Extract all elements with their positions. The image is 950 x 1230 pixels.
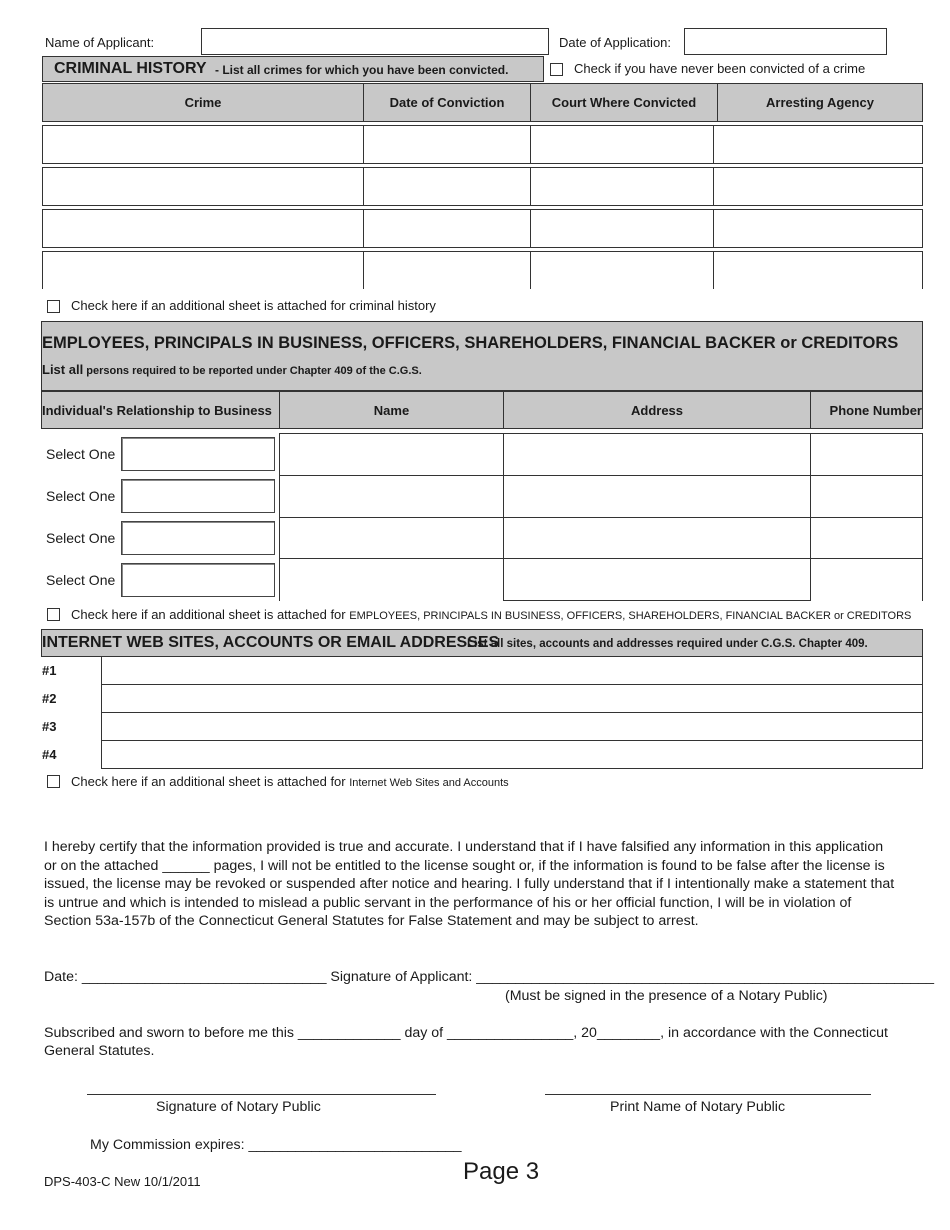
- date-of-application-label: Date of Application:: [559, 35, 672, 50]
- employees-additional-checkbox[interactable]: [47, 608, 60, 621]
- internet-row-label: #4: [42, 747, 57, 762]
- certification-line: I hereby certify that the information provided is true and accurate. I understand that if I have falsified any information in this application: [44, 839, 884, 855]
- internet-row-input[interactable]: [101, 740, 923, 769]
- col-name: Name: [279, 391, 504, 429]
- name-of-applicant-label: Name of Applicant:: [45, 35, 155, 50]
- internet-title: INTERNET WEB SITES, ACCOUNTS OR EMAIL ADDRESSES: [42, 634, 500, 651]
- certification-line: or on the attached ______ pages, I will not be entitled to the license sought or, if the information is found to be false after the license is: [44, 857, 885, 874]
- certification-line: Section 53a-157b of the Connecticut General Statutes for False Statement and may be subject to arrest.: [44, 913, 699, 929]
- employee-phone-cell[interactable]: [810, 433, 923, 476]
- employee-name-cell[interactable]: [279, 433, 504, 476]
- employees-additional-label-detail: EMPLOYEES, PRINCIPALS IN BUSINESS, OFFICERS, SHAREHOLDERS, FINANCIAL BACKER or CREDITORS: [349, 610, 912, 622]
- internet-additional-label-detail: Internet Web Sites and Accounts: [349, 777, 509, 789]
- col-date-of-conviction: Date of Conviction: [363, 83, 531, 122]
- col-relationship: [41, 391, 280, 429]
- notary-signature-label: Signature of Notary Public: [156, 1099, 321, 1115]
- agency-cell[interactable]: [713, 167, 923, 206]
- notary-presence-note: (Must be signed in the presence of a Notary Public): [505, 988, 828, 1004]
- employee-name-cell[interactable]: [279, 558, 504, 601]
- page-number: Page 3: [463, 1158, 540, 1185]
- internet-subtitle: List all sites, accounts and addresses required under C.G.S. Chapter 409.: [467, 638, 868, 650]
- employee-name-cell[interactable]: [279, 517, 504, 559]
- criminal-additional-label: Check here if an additional sheet is attached for criminal history: [71, 298, 436, 313]
- employee-phone-cell[interactable]: [810, 558, 923, 601]
- employees-subtitle: persons required to be reported under Chapter 409 of the C.G.S.: [83, 365, 422, 377]
- relationship-select-label: Select One: [46, 488, 116, 504]
- court-cell[interactable]: [530, 251, 714, 289]
- relationship-select-label: Select One: [46, 530, 116, 546]
- employees-title: EMPLOYEES, PRINCIPALS IN BUSINESS, OFFICERS, SHAREHOLDERS, FINANCIAL BACKER or CREDITORS: [42, 334, 899, 352]
- internet-row-label: #1: [42, 663, 57, 678]
- date-cell[interactable]: [363, 251, 531, 289]
- employees-additional-label: Check here if an additional sheet is attached for: [71, 607, 350, 622]
- relationship-select-label: Select One: [46, 572, 116, 588]
- criminal-history-heading: [42, 56, 544, 82]
- criminal-history-title: CRIMINAL HISTORY: [54, 60, 207, 77]
- col-arresting-agency: Arresting Agency: [717, 83, 923, 122]
- notary-print-name-line[interactable]: [545, 1094, 871, 1095]
- agency-cell[interactable]: [713, 125, 923, 164]
- employee-address-cell[interactable]: [503, 517, 811, 559]
- crime-cell[interactable]: [42, 125, 364, 164]
- sworn-statement-line-2: General Statutes.: [44, 1043, 155, 1059]
- crime-cell[interactable]: [42, 251, 364, 289]
- employee-name-cell[interactable]: [279, 475, 504, 518]
- col-crime: Crime: [42, 83, 364, 122]
- notary-signature-line[interactable]: [87, 1094, 436, 1095]
- crime-cell[interactable]: [42, 209, 364, 248]
- relationship-select[interactable]: [121, 521, 275, 555]
- crime-cell[interactable]: [42, 167, 364, 206]
- employee-phone-cell[interactable]: [810, 475, 923, 518]
- commission-expires[interactable]: My Commission expires: ___________________________: [90, 1137, 462, 1153]
- employee-address-cell[interactable]: [503, 475, 811, 518]
- court-cell[interactable]: [530, 209, 714, 248]
- internet-row-input[interactable]: [101, 684, 923, 713]
- certification-line: issued, the license may be revoked or suspended after notice and hearing. I fully understand that if I intentionally make a statement that: [44, 876, 895, 892]
- internet-additional-label: Check here if an additional sheet is attached for: [71, 774, 350, 789]
- certification-line: is untrue and which is intended to mislead a public servant in the performance of his or her official function, I will be in violation of: [44, 894, 852, 911]
- notary-print-name-label: Print Name of Notary Public: [610, 1099, 786, 1115]
- criminal-additional-checkbox[interactable]: [47, 300, 60, 313]
- employee-address-cell[interactable]: [503, 558, 811, 601]
- col-phone-number: [810, 391, 923, 429]
- date-cell[interactable]: [363, 125, 531, 164]
- date-cell[interactable]: [363, 209, 531, 248]
- relationship-select[interactable]: [121, 479, 275, 513]
- date-of-application-input[interactable]: [684, 28, 887, 55]
- never-convicted-checkbox[interactable]: [550, 63, 563, 76]
- date-signature-line[interactable]: Date: _______________________________ Signature of Applicant: __________________________________________________________: [44, 969, 934, 985]
- employee-phone-cell[interactable]: [810, 517, 923, 559]
- date-cell[interactable]: [363, 167, 531, 206]
- sworn-statement-line[interactable]: Subscribed and sworn to before me this _____________ day of ________________, 20________, in accordance with the Connecticut: [44, 1025, 888, 1041]
- col-address: Address: [503, 391, 811, 429]
- form-id: DPS-403-C New 10/1/2011: [44, 1174, 201, 1189]
- certification-text: [44, 838, 934, 931]
- agency-cell[interactable]: [713, 251, 923, 289]
- relationship-select[interactable]: [121, 437, 275, 471]
- internet-row-input[interactable]: [101, 712, 923, 741]
- internet-row-label: #2: [42, 691, 57, 706]
- col-court-where-convicted: Court Where Convicted: [530, 83, 718, 122]
- criminal-history-subtitle: - List all crimes for which you have been convicted.: [215, 63, 509, 77]
- agency-cell[interactable]: [713, 209, 923, 248]
- employee-address-cell[interactable]: [503, 433, 811, 476]
- employees-heading: [41, 321, 923, 391]
- court-cell[interactable]: [530, 167, 714, 206]
- name-of-applicant-input[interactable]: [201, 28, 549, 55]
- col-phone-number-label: Phone Number: [829, 402, 922, 418]
- internet-row-input[interactable]: [101, 656, 923, 685]
- relationship-select[interactable]: [121, 563, 275, 597]
- internet-row-label: #3: [42, 719, 57, 734]
- internet-heading: [41, 629, 923, 657]
- col-relationship-label: Individual's Relationship to Business: [42, 402, 272, 418]
- internet-additional-checkbox[interactable]: [47, 775, 60, 788]
- relationship-select-label: Select One: [46, 446, 116, 462]
- employees-subtitle-bold: List all: [42, 362, 84, 377]
- never-convicted-label: Check if you have never been convicted of a crime: [574, 61, 866, 76]
- court-cell[interactable]: [530, 125, 714, 164]
